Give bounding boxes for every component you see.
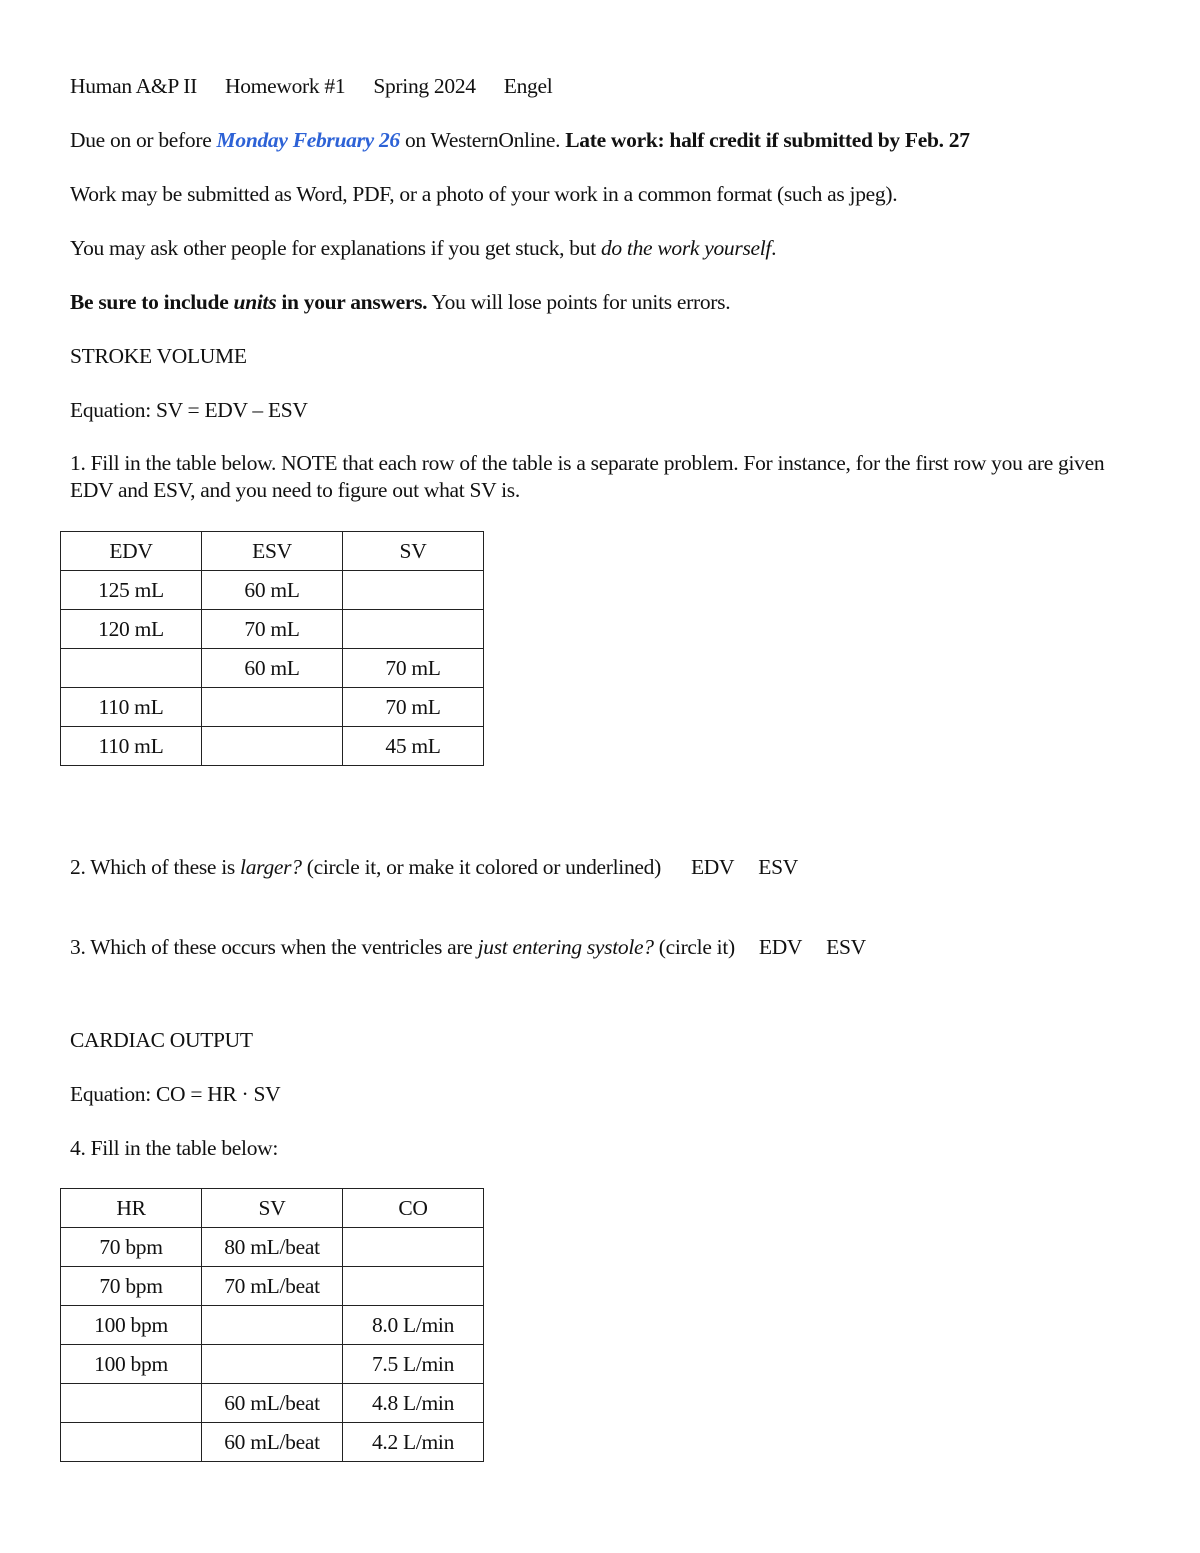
units-note: [70, 288, 730, 316]
co-equation: Equation: CO = HR · SV: [70, 1082, 281, 1106]
table-cell[interactable]: 7.5 L/min: [343, 1345, 484, 1384]
q2-emphasis: larger?: [240, 855, 302, 879]
instructor: Engel: [503, 74, 553, 98]
table-cell[interactable]: [61, 649, 202, 688]
question-4: 4. Fill in the table below:: [70, 1136, 279, 1160]
q2-prefix: 2. Which of these is: [70, 855, 241, 879]
units-emphasis: units: [233, 290, 277, 314]
term: Spring 2024: [373, 74, 476, 98]
units-bold-2: in your answers.: [276, 290, 428, 314]
table-header-cell: SV: [343, 532, 484, 571]
q2-option-edv[interactable]: EDV: [690, 855, 735, 879]
table-cell[interactable]: 70 bpm: [61, 1267, 202, 1306]
table-cell[interactable]: 100 bpm: [61, 1306, 202, 1345]
header-line: [70, 72, 552, 100]
submission-note: Work may be submitted as Word, PDF, or a photo of your work in a common format (such as jpeg).: [70, 182, 898, 206]
table-cell[interactable]: [202, 1306, 343, 1345]
collab-text: You may ask other people for explanations if you get stuck, but: [70, 236, 601, 260]
units-text: You will lose points for units errors.: [427, 290, 731, 314]
table-row: [61, 1306, 484, 1345]
table-cell[interactable]: [343, 571, 484, 610]
due-line: [70, 126, 970, 154]
table-cell[interactable]: 60 mL: [202, 571, 343, 610]
due-prefix: Due on or before: [70, 128, 217, 152]
table-row: [61, 688, 484, 727]
table-row: [61, 1228, 484, 1267]
question-2: [70, 853, 798, 881]
sv-heading: STROKE VOLUME: [70, 344, 247, 368]
table-cell[interactable]: 60 mL: [202, 649, 343, 688]
table-row: [61, 649, 484, 688]
table-cell[interactable]: 4.2 L/min: [343, 1423, 484, 1462]
table-cell[interactable]: [343, 1267, 484, 1306]
table-header-cell: ESV: [202, 532, 343, 571]
table-row: [61, 727, 484, 766]
table-header-cell: SV: [202, 1189, 343, 1228]
question-3: [70, 933, 866, 961]
table-cell[interactable]: 70 mL: [343, 649, 484, 688]
assignment-name: Homework #1: [225, 74, 346, 98]
table-row: [61, 610, 484, 649]
table-header-cell: CO: [343, 1189, 484, 1228]
table-cell[interactable]: [202, 727, 343, 766]
q3-emphasis: just entering systole?: [477, 935, 654, 959]
q2-suffix: (circle it, or make it colored or underlined): [301, 855, 661, 879]
table-cell[interactable]: 100 bpm: [61, 1345, 202, 1384]
q3-option-edv[interactable]: EDV: [758, 935, 803, 959]
collab-emphasis: do the work yourself: [600, 236, 772, 260]
table-cell[interactable]: 45 mL: [343, 727, 484, 766]
table-row: [61, 571, 484, 610]
table-cell[interactable]: 4.8 L/min: [343, 1384, 484, 1423]
table-row: [61, 1267, 484, 1306]
q3-option-esv[interactable]: ESV: [826, 935, 866, 959]
table-cell[interactable]: [61, 1423, 202, 1462]
collaboration-note: [70, 234, 776, 262]
question-1: 1. Fill in the table below. NOTE that each row of the table is a separate problem. For instance, for the first row you are given EDV and ESV, and you need to figure out what SV is.: [70, 451, 1105, 502]
table-cell[interactable]: [61, 1384, 202, 1423]
q3-suffix: (circle it): [653, 935, 735, 959]
table-cell[interactable]: 125 mL: [61, 571, 202, 610]
course-name: Human A&P II: [70, 74, 197, 98]
table-cell[interactable]: [202, 1345, 343, 1384]
table-header-row: [61, 1189, 484, 1228]
sv-equation: Equation: SV = EDV – ESV: [70, 398, 308, 422]
table-cell[interactable]: 70 mL/beat: [202, 1267, 343, 1306]
table-row: [61, 1384, 484, 1423]
table-cell[interactable]: [343, 1228, 484, 1267]
collab-end: .: [771, 236, 777, 260]
table-cell[interactable]: 70 bpm: [61, 1228, 202, 1267]
late-policy: Late work: half credit if submitted by Feb. 27: [565, 128, 970, 152]
table-cell[interactable]: 80 mL/beat: [202, 1228, 343, 1267]
q3-prefix: 3. Which of these occurs when the ventricles are: [70, 935, 478, 959]
table-header-cell: HR: [61, 1189, 202, 1228]
table-cell[interactable]: 120 mL: [61, 610, 202, 649]
q2-option-esv[interactable]: ESV: [758, 855, 798, 879]
table-cell[interactable]: 110 mL: [61, 688, 202, 727]
table-cell[interactable]: 8.0 L/min: [343, 1306, 484, 1345]
due-date: Monday February 26: [216, 128, 400, 152]
table-cell[interactable]: 60 mL/beat: [202, 1423, 343, 1462]
co-table: [60, 1188, 484, 1462]
table-header-row: [61, 532, 484, 571]
table-row: [61, 1345, 484, 1384]
sv-table: [60, 531, 484, 766]
table-cell[interactable]: 110 mL: [61, 727, 202, 766]
co-heading: CARDIAC OUTPUT: [70, 1028, 253, 1052]
table-cell[interactable]: [202, 688, 343, 727]
table-cell[interactable]: 70 mL: [343, 688, 484, 727]
table-cell[interactable]: 60 mL/beat: [202, 1384, 343, 1423]
table-cell[interactable]: [343, 610, 484, 649]
table-header-cell: EDV: [61, 532, 202, 571]
units-bold-1: Be sure to include: [70, 290, 234, 314]
table-row: [61, 1423, 484, 1462]
due-suffix: on WesternOnline.: [399, 128, 566, 152]
table-cell[interactable]: 70 mL: [202, 610, 343, 649]
